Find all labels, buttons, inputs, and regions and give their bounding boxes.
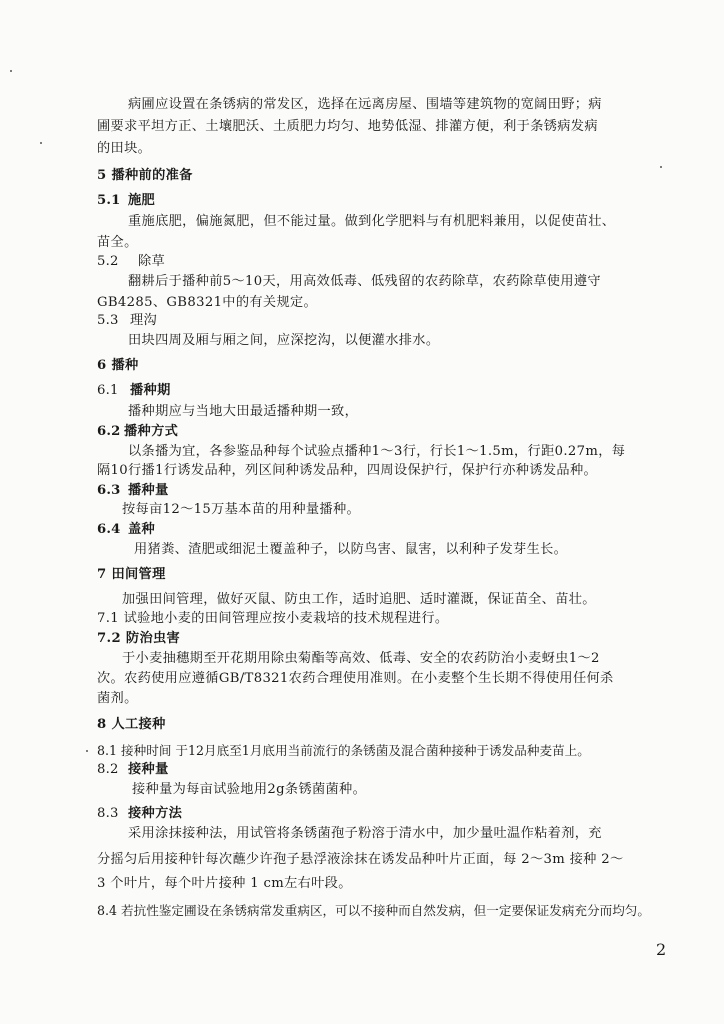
paragraph-line: 采用涂抹接种法，用试管将条锈菌孢子粉溶于清水中，加少量吐温作粘着剂，充 (128, 826, 602, 841)
paragraph-line: 8.4 若抗性鉴定圃设在条锈病常发重病区，可以不接种而自然发病，但一定要保证发病充分而均匀。 (97, 903, 650, 918)
paragraph-line: 圃要求平坦方正、土壤肥沃、土质肥力均匀、地势低湿、排灌方便，利于条锈病发病 (97, 119, 598, 134)
scan-speck (86, 750, 88, 752)
paragraph-line: 8.1 接种时间 于12月底至1月底用当前流行的条锈菌及混合菌种接种于诱发品种麦苗上。 (97, 743, 590, 758)
subsection-title: 理沟 (130, 313, 158, 328)
paragraph-line: GB4285、GB8321中的有关规定。 (97, 295, 318, 310)
section-heading-6: 6 播种 (97, 358, 139, 373)
subsection-number: 5.3 (97, 313, 119, 328)
subsection-number: 8.2 (97, 762, 119, 777)
paragraph-line: 翻耕后于播种前5～10天，用高效低毒、低残留的农药除草，农药除草使用遵守 (128, 274, 601, 289)
subsection-title: 接种量 (128, 762, 169, 777)
paragraph-line: 隔10行播1行诱发品种，列区间种诱发品种，四周设保护行，保护行亦种诱发品种。 (97, 463, 598, 478)
section-heading-8: 8 人工接种 (97, 717, 166, 732)
paragraph-line: 分摇匀后用接种针每次蘸少许孢子悬浮液涂抹在诱发品种叶片正面，每 2～3m 接种 2～ (97, 852, 624, 867)
paragraph-line: 于小麦抽穗期至开花期用除虫菊酯等高效、低毒、安全的农药防治小麦蚜虫1～2 (122, 651, 600, 666)
paragraph-line: 苗全。 (97, 235, 138, 250)
subsection-number: 6.2 (97, 424, 121, 439)
scan-speck (660, 166, 662, 168)
subsection-title: 施肥 (128, 193, 156, 208)
subsection-title: 播种量 (128, 483, 169, 498)
subsection-number: 6.4 (97, 522, 121, 537)
subsection-title: 接种方法 (128, 806, 183, 821)
subsection-heading: 7.2 防治虫害 (97, 631, 181, 646)
page-number: 2 (656, 940, 667, 959)
paragraph-line: 病圃应设置在条锈病的常发区，选择在远离房屋、围墙等建筑物的宽阔田野；病 (128, 97, 602, 112)
paragraph-line: 次。农药使用应遵循GB/T8321农药合理使用准则。在小麦整个生长期不得使用任何杀 (97, 671, 614, 686)
subsection-title: 除草 (138, 254, 166, 269)
paragraph-line: 播种期应与当地大田最适播种期一致， (128, 404, 359, 419)
paragraph-line: 加强田间管理，做好灭鼠、防虫工作，适时追肥、适时灌溉，保证苗全、苗壮。 (122, 592, 596, 607)
paragraph-line: 接种量为每亩试验地用2g条锈菌菌种。 (132, 782, 367, 797)
subsection-title: 盖种 (128, 522, 156, 537)
paragraph-line: 重施底肥，偏施氮肥，但不能过量。做到化学肥料与有机肥料兼用，以促使苗壮、 (128, 214, 616, 229)
subsection-number: 5.2 (97, 254, 119, 269)
scan-speck (40, 142, 42, 144)
subsection-title: 播种期 (130, 383, 171, 398)
subsection-title: 播种方式 (124, 424, 179, 439)
paragraph-line: 以条播为宜，各参鉴品种每个试验点播种1～3行，行长1～1.5m，行距0.27m，每 (128, 444, 626, 459)
paragraph-line: 按每亩12～15万基本苗的用种量播种。 (122, 502, 361, 517)
section-heading-5: 5 播种前的准备 (97, 168, 193, 183)
paragraph-line: 田块四周及厢与厢之间，应深挖沟，以便灌水排水。 (128, 333, 440, 348)
subsection-number: 5.1 (97, 193, 121, 208)
paragraph-line: 的田块。 (97, 141, 152, 156)
paragraph-line: 用猪粪、渣肥或细泥土覆盖种子，以防鸟害、鼠害，以利种子发芽生长。 (134, 542, 568, 557)
paragraph-line: 7.1 试验地小麦的田间管理应按小麦栽培的技术规程进行。 (97, 611, 449, 626)
paragraph-line: 3 个叶片，每个叶片接种 1 cm左右叶段。 (97, 876, 352, 891)
subsection-number: 6.3 (97, 483, 121, 498)
scan-speck (10, 70, 12, 72)
section-heading-7: 7 田间管理 (97, 567, 166, 582)
paragraph-line: 菌剂。 (97, 691, 138, 706)
subsection-number: 8.3 (97, 806, 119, 821)
subsection-number: 6.1 (97, 383, 119, 398)
